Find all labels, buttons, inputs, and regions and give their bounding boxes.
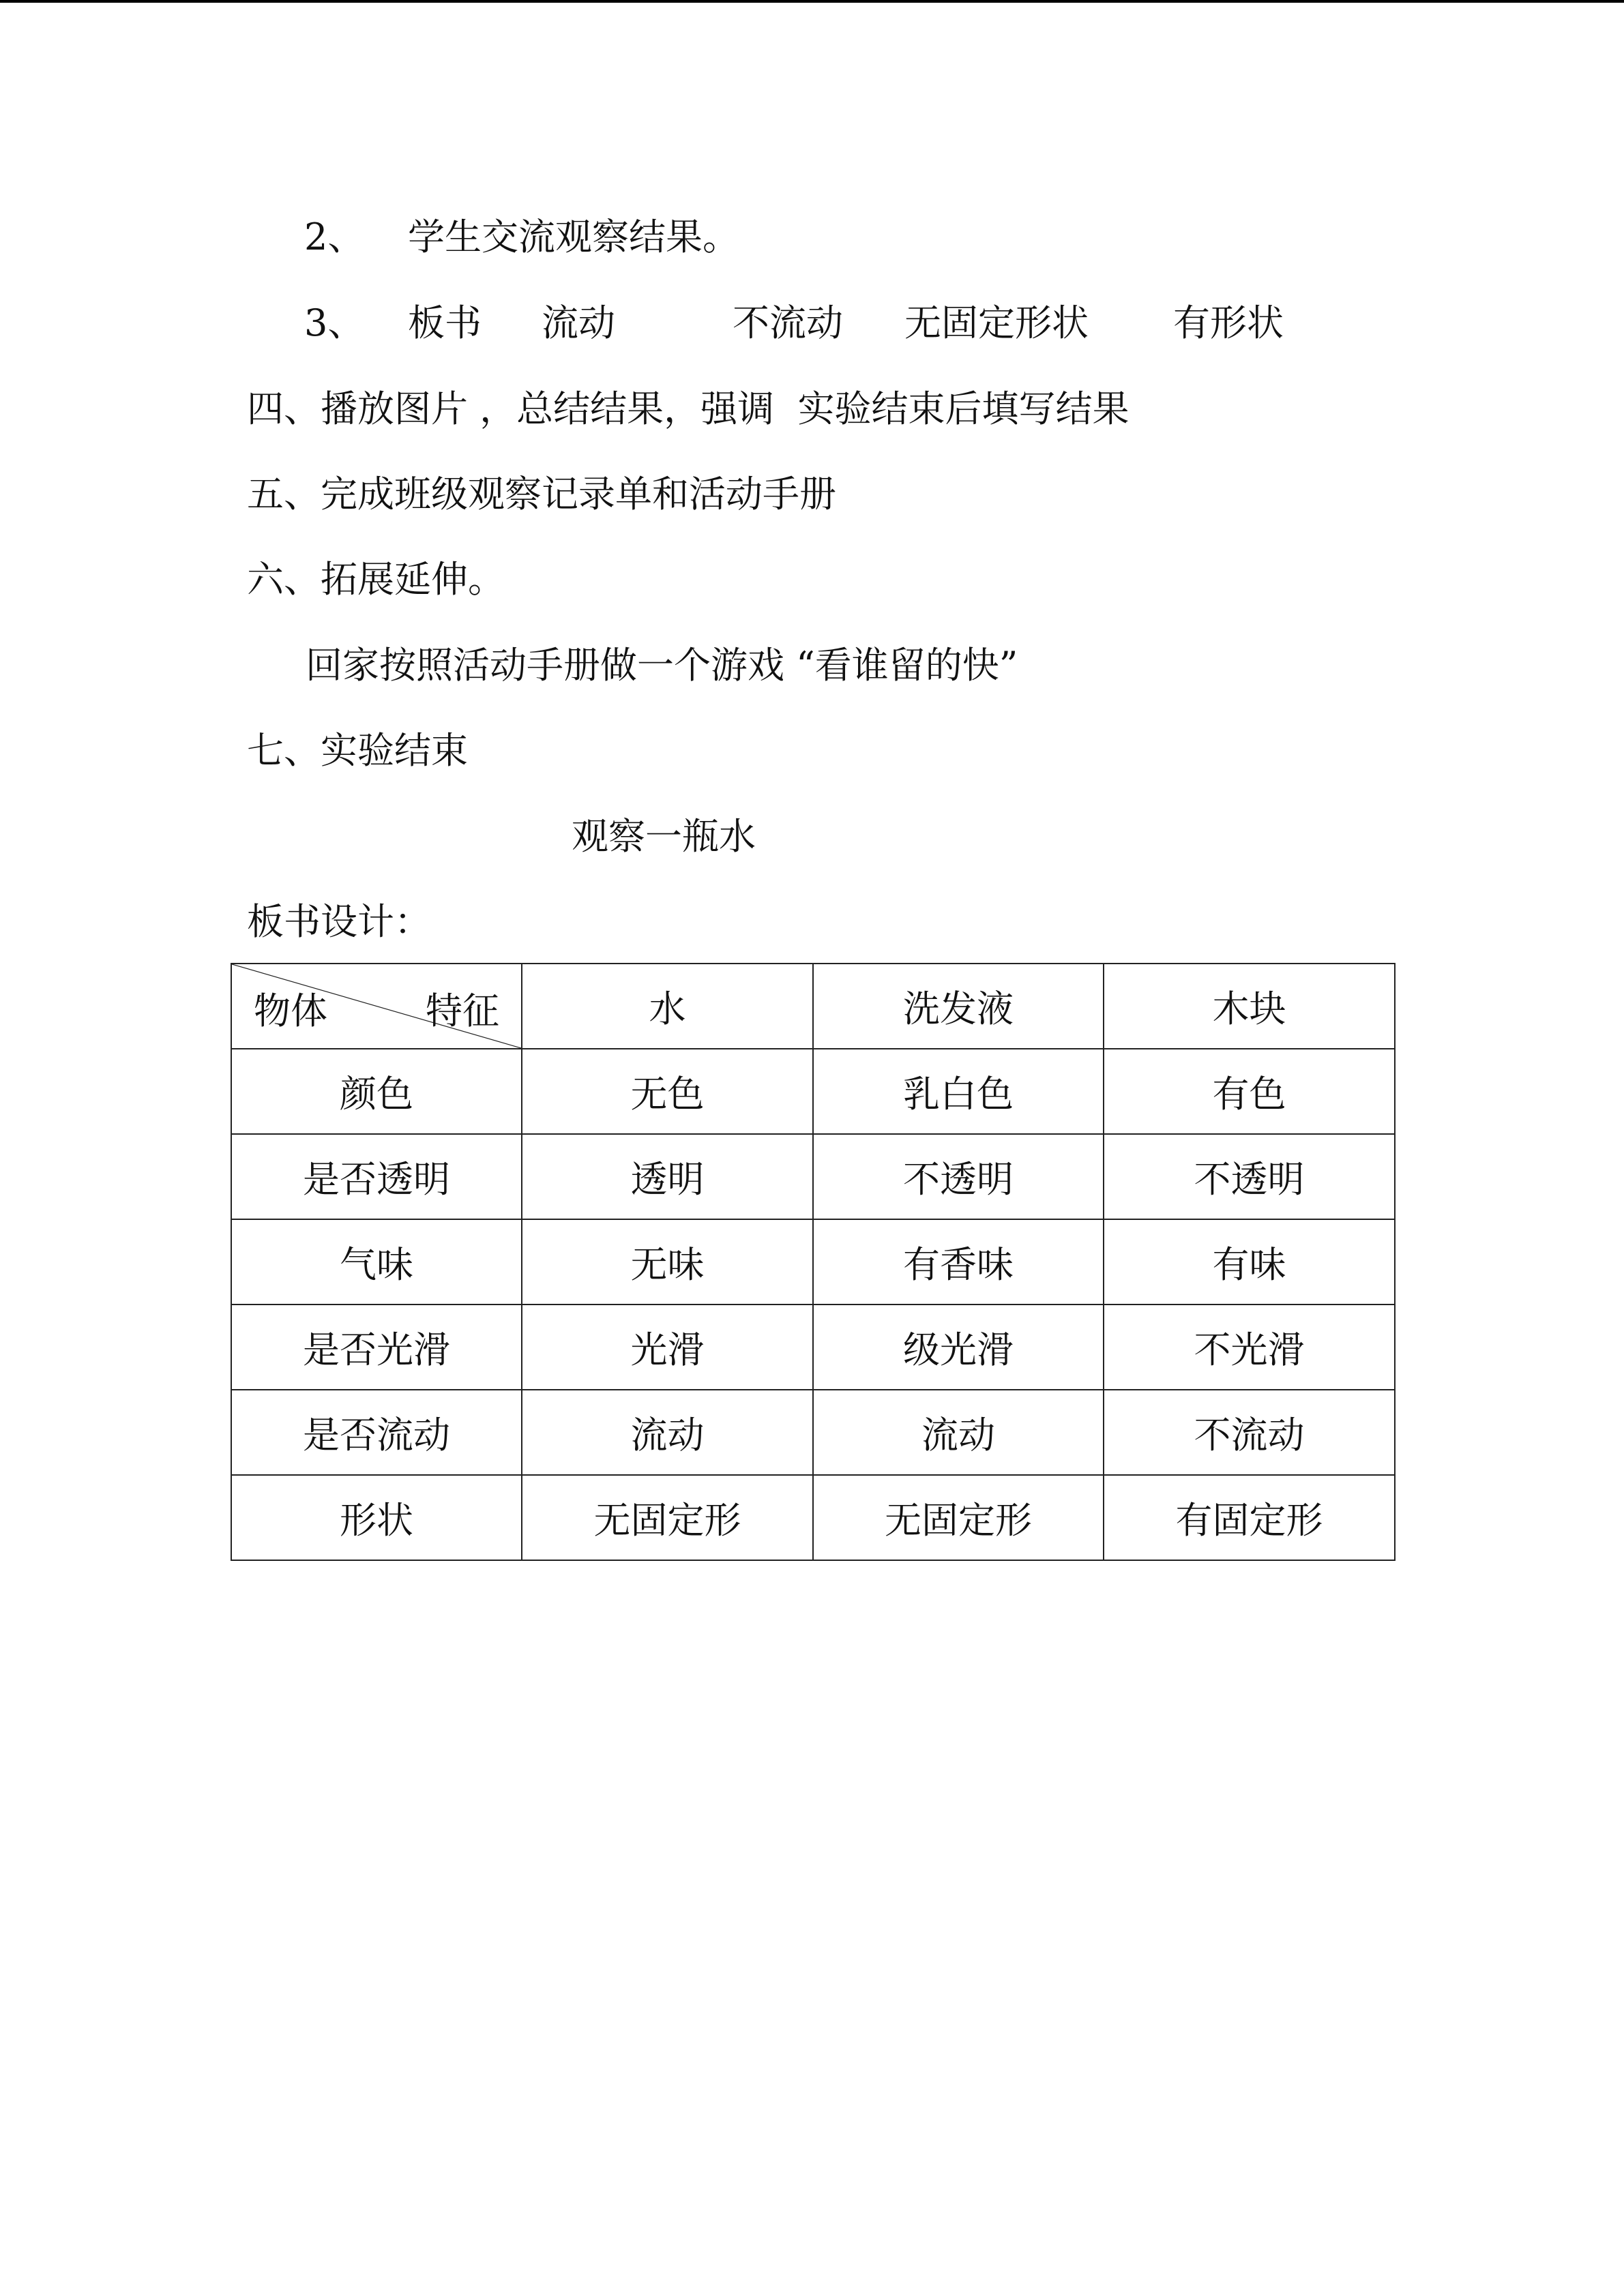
table-cell: 不透明 (813, 1134, 1104, 1219)
column-header: 水 (522, 964, 813, 1049)
corner-col-label: 特征 (426, 989, 499, 1032)
item-2-number: 2、 (304, 215, 365, 258)
table-cell: 不光滑 (1104, 1304, 1395, 1390)
table-cell: 不透明 (1104, 1134, 1395, 1219)
table-cell: 流动 (522, 1390, 813, 1475)
column-header: 洗发液 (813, 964, 1104, 1049)
table-cell: 有味 (1104, 1219, 1395, 1304)
item-3-noflow: 不流动 (733, 301, 843, 344)
board-title: 观察一瓶水 (572, 815, 756, 858)
item-3-noshape: 无固定形状 (904, 301, 1089, 344)
table-corner-cell (231, 964, 522, 1049)
row-feature: 形状 (231, 1475, 522, 1560)
item-3-number: 3、 (304, 301, 365, 344)
row-feature: 是否流动 (231, 1390, 522, 1475)
table-cell: 无固定形 (522, 1475, 813, 1560)
row-feature: 颜色 (231, 1049, 522, 1134)
table-cell: 无味 (522, 1219, 813, 1304)
page-top-border (0, 0, 1624, 3)
table-row (231, 1304, 1395, 1390)
table-cell: 不流动 (1104, 1390, 1395, 1475)
step-4: 四、播放图片 ，总结结果，强调 实验结束后填写结果 (247, 387, 1130, 430)
table-row (231, 1049, 1395, 1134)
table-cell: 级光滑 (813, 1304, 1104, 1390)
step-6: 六、拓展延伸。 (247, 558, 505, 601)
step-5: 五、完成班级观察记录单和活动手册 (247, 473, 836, 516)
table-header-row (231, 964, 1395, 1049)
board-design-label: 板书设计： (247, 900, 431, 943)
item-3-flow: 流动 (542, 301, 615, 344)
item-3-board: 板书 (408, 301, 482, 344)
board-design-table (231, 963, 1396, 1561)
row-feature: 是否透明 (231, 1134, 522, 1219)
table-cell: 有香味 (813, 1219, 1104, 1304)
step-6-detail: 回家按照活动手册做一个游戏 “看谁留的快” (306, 644, 1018, 687)
row-feature: 气味 (231, 1219, 522, 1304)
table-cell: 无固定形 (813, 1475, 1104, 1560)
corner-row-label: 物体 (254, 989, 327, 1032)
column-header: 木块 (1104, 964, 1395, 1049)
row-feature: 是否光滑 (231, 1304, 522, 1390)
table-cell: 有固定形 (1104, 1475, 1395, 1560)
table-cell: 有色 (1104, 1049, 1395, 1134)
table-cell: 流动 (813, 1390, 1104, 1475)
table-row (231, 1475, 1395, 1560)
table-row (231, 1390, 1395, 1475)
table-cell: 透明 (522, 1134, 813, 1219)
table-cell: 乳白色 (813, 1049, 1104, 1134)
item-2-text: 学生交流观察结果。 (408, 215, 739, 258)
item-3-shape: 有形状 (1173, 301, 1284, 344)
table-row (231, 1134, 1395, 1219)
table-cell: 无色 (522, 1049, 813, 1134)
table-row (231, 1219, 1395, 1304)
step-7: 七、实验结束 (247, 729, 468, 772)
table-cell: 光滑 (522, 1304, 813, 1390)
